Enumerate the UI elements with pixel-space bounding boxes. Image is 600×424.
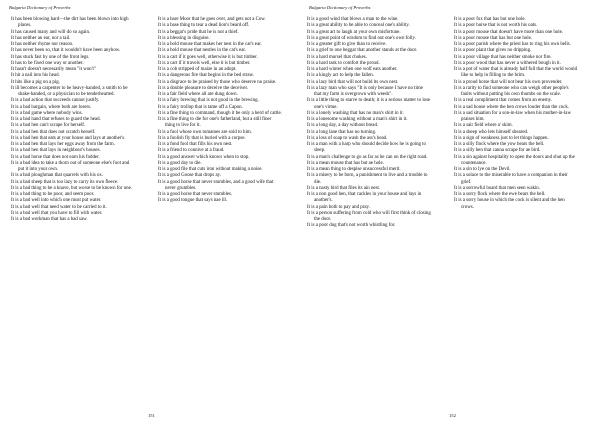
proverb-entry: It is a sin to lye on the Devil. xyxy=(454,167,511,172)
proverb-entry: It is a bad well that need water to be carried to it. xyxy=(11,204,107,210)
proverb-entry: It is a double pleasure to deceive the deceiver. xyxy=(158,85,249,91)
proverb-entry: It has stuck fast by one of the front legs. xyxy=(11,54,90,60)
proverb-entry: It is a sheep who lets himself sheared. xyxy=(454,129,529,135)
proverb-entry: It is a great point of wisdom to find out one's own folly. xyxy=(307,35,416,41)
proverb-entry: It hasn't doesn't necessarily mean "it won't" xyxy=(11,67,96,72)
proverb-entry: It is a good tongue that says nae ill. xyxy=(158,198,228,204)
proverb-entry: It is a lazy man who says "It is only because I have no time that my farm is overgrown with weeds". xyxy=(307,85,423,97)
proverb-entry: It is a great ability to be able to conceal one's ability. xyxy=(307,23,410,29)
proverb-entry: It is a bad bargain, where both are losers. xyxy=(11,104,92,110)
proverb-entry: It is a fool whose own tomatoes are sold to him. xyxy=(158,129,252,135)
proverb-entry: It has neither rhyme nor reason. xyxy=(11,42,74,47)
proverb-entry: It is a good Goose that drops ay. xyxy=(158,173,221,179)
proverb-entry: It is a bad well that you have to fill with water. xyxy=(11,210,103,216)
proverb-entry: It is a silly flock where the yow bears the bell. xyxy=(454,142,545,147)
proverb-entry: It is a bad hen that does not scratch herself. xyxy=(11,129,96,135)
proverb-entry: It is a lonely washing that has no man's shirt in it. xyxy=(307,110,404,116)
proverb-entry: It is a dangerous fire that begins in the bed straw. xyxy=(158,73,254,79)
proverb-entry: It is a poor plant that gives no dripping. xyxy=(454,48,532,54)
proverb-entry: It is a poor mouse that doesn't have more than one hole. xyxy=(454,29,563,35)
proverb-entry: It is a sad house where the hen crows louder than the cock. xyxy=(454,104,570,110)
proverb-entry: It is a little thing to starve to death; it is a serious matter to lose one's virtue. xyxy=(307,98,431,110)
proverb-entry: It is a beggar's pride that he is not a thief. xyxy=(158,29,239,35)
running-header: Bulgaria Dictionary of Proverbs xyxy=(309,5,371,10)
proverb-entry: It is a lonesome washing without a man's shirt in it. xyxy=(307,117,408,122)
proverb-entry: It is a non good hen, that cackles in your house and lays in another's. xyxy=(307,192,422,204)
proverb-entry: It is a silly hen that canna scrape for ae bird. xyxy=(454,148,541,154)
proverb-entry: It is a disgrace to be praised by those who deserve no praise. xyxy=(158,79,277,85)
proverb-entry: It is a sign of weakness just to let things happen. xyxy=(454,135,549,141)
proverb-entry: It has never been so, that it wouldn't have been anyhow. xyxy=(11,48,121,54)
proverb-entry: It is a poor mouse that has but one hole. xyxy=(454,35,532,41)
proverb-entry: It ill becomes a carpenter to be heavy-handed, a smith to be shake-handed, or a physician to be tenderhearted. xyxy=(11,85,128,97)
proverb-entry: It is a poor fox that has but one hole. xyxy=(454,17,526,22)
proverb-entry: It is a poor village that has neither smoke nor fire. xyxy=(454,54,552,60)
proverb-entry: It is a bold mouse that makes her nest in the cat's ear. xyxy=(158,42,262,47)
proverb-entry: It is a fairy brewing that is not good in the brewing. xyxy=(158,98,259,104)
running-header: Bulgaria Dictionary of Proverbs xyxy=(9,5,71,10)
proverb-entry: It is a bad workman that has a bad saw. xyxy=(11,217,88,222)
left-page-column-1 xyxy=(11,17,135,223)
proverb-entry: It is a bad hen that lays in neighbour's houses. xyxy=(11,148,101,154)
proverb-entry: It is a sorry house in which the cock is silent and the hen crows. xyxy=(454,198,565,210)
proverb-entry: It is a great art to laugh at your own misfortune. xyxy=(307,29,401,35)
proverb-entry: It is a good wind that blows a man to the wine. xyxy=(307,17,399,22)
proverb-entry: It is a bad horse that does not earn his fodder. xyxy=(11,154,100,160)
proverb-entry: It is a bad idea to take a thorn out of someone else's foot and put it into your own. xyxy=(11,160,130,172)
proverb-entry: It is a hard morsel that chokes. xyxy=(307,54,367,60)
proverb-entry: It has to be fixed one way or another. xyxy=(11,60,84,66)
proverb-entry: It has caused many and will do so again. xyxy=(11,29,91,35)
proverb-entry: It is a fair field where all are dung down. xyxy=(158,92,238,97)
proverb-entry: It is a fairy trollop that is tame off a Capon. xyxy=(158,104,243,110)
proverb-entry: It is a real compliment that comes from an enemy. xyxy=(454,98,553,104)
left-page-column-2 xyxy=(158,17,282,205)
proverb-entry: It is a sad situation for a son-in-law when his mother-in-law praises him. xyxy=(454,110,571,122)
proverb-entry: It is a base thing to tear a dead lion's beard off. xyxy=(158,23,250,29)
proverb-entry: It is a man's challenge to go as far as he can on the right road. xyxy=(307,154,428,160)
right-page xyxy=(300,0,600,424)
proverb-entry: It is a long lane that has no turning. xyxy=(307,129,377,135)
proverb-entry: It is a pain both to pay and pray. xyxy=(307,204,370,210)
proverb-entry: It is a fond fool that fills his own nest. xyxy=(158,142,233,147)
proverb-entry: It is a hard winter when one wolf eats another. xyxy=(307,67,398,72)
proverb-entry: It is a pot of water that is already half full that the world would like to help in filling to the brim. xyxy=(454,67,578,79)
proverb-entry: It is a hard task to comfort the proud. xyxy=(307,60,380,66)
proverb-entry: It is a rarity to find someone who can weigh other people's faults without putting his own thumbs on the scale. xyxy=(454,85,569,97)
proverb-entry: It is a bad sheep that is too lazy to carry its own fleece. xyxy=(11,179,119,185)
proverb-entry: It is a bad hand that refuses to guard the head. xyxy=(11,117,101,122)
proverb-entry: It is a poor parish where the priest has to ring his own bells. xyxy=(454,42,571,47)
proverb-entry: It is a foolish fly that is buried with a corpse. xyxy=(158,135,246,141)
page-number: 152 xyxy=(449,413,456,418)
proverb-entry: It is a loss of soap to wash the ass's head. xyxy=(307,135,388,141)
proverb-entry: It is a kingly act to help the fallen. xyxy=(307,73,374,79)
proverb-entry: It is a greater gift to give than to receive. xyxy=(307,42,387,47)
proverb-entry: It is a poor wood that has never a withered bough in it. xyxy=(454,60,561,66)
proverb-entry: It is a good answer which knows when to stop. xyxy=(158,154,250,160)
proverb-entry: It is a friend to connive at a fraud. xyxy=(158,148,225,154)
proverb-entry: It is a good horse that never stumbles, and a good wife that never grumbles. xyxy=(158,179,274,191)
proverb-entry: It is a bad well into which one must put water. xyxy=(11,198,102,204)
proverb-entry: It is a bad hen that eats at your house and lays at another's. xyxy=(11,135,126,141)
right-page-column-2 xyxy=(454,17,578,211)
proverb-entry: It hit a nail into his head. xyxy=(11,73,60,79)
proverb-entry: It is a mean mouse that has but ae hole. xyxy=(307,160,384,166)
proverb-entry: It is a good file that cuts iron without making a noise. xyxy=(158,167,263,172)
proverb-entry: It is a good day to die. xyxy=(158,160,202,166)
proverb-entry: It is a sorrowful board that men seen wakin. xyxy=(454,185,540,191)
proverb-entry: It is a sorry flock where the ewe bears the bell. xyxy=(454,192,546,197)
right-page-column-1 xyxy=(307,17,431,230)
proverb-entry: It is a mean thing to despise unsuccessful merit. xyxy=(307,167,401,172)
proverb-entry: It is a fine thing to die for one's fatherland, but a still finer thing to live for it. xyxy=(158,117,272,129)
proverb-entry: It is a bold mouse that nestles in the cat's ear. xyxy=(158,48,246,54)
proverb-entry: It is a bare Moor that he goes over, and gets not a Cow. xyxy=(158,17,266,22)
proverb-entry: It is a bad action that succeeds cannot justify. xyxy=(11,98,100,104)
proverb-entry: It is a good horse that never stumbles. xyxy=(158,192,233,197)
proverb-entry: It is a bad thing to be poor, and seem poor. xyxy=(11,192,95,197)
page-number: 151 xyxy=(148,413,155,418)
proverb-entry: It is a person suffering from cold who will first think of closing the door. xyxy=(307,210,431,222)
proverb-entry: It is a bad thing to be a knave, but worse to be known for one. xyxy=(11,185,133,191)
proverb-entry: It is a bad hen that lays her eggs away from the farm. xyxy=(11,142,115,147)
proverb-entry: It is a bad ploughman that quarrels with his ox. xyxy=(11,173,104,179)
proverb-entry: It is a poor dog that's not worth whistling for. xyxy=(307,223,396,229)
proverb-entry: It has neither an ear, nor a tail. xyxy=(11,35,71,41)
proverb-entry: It is a lazy bird that will not build its own nest. xyxy=(307,79,399,85)
proverb-entry: It is a misery to be born, a punishment to live and a trouble to die. xyxy=(307,173,428,185)
proverb-entry: It is a long day, a day without bread. xyxy=(307,123,379,129)
proverb-entry: It is a man with a harp who should decide how he is going to sleep. xyxy=(307,142,426,154)
proverb-entry: It is a nasty bird that files its ain nest. xyxy=(307,185,381,191)
proverb-entry: It is a fine thing to command, though it be only a herd of cattle. xyxy=(158,110,282,116)
proverb-entry: It is a sin against hospitality to open the doors and shut up the countenance. xyxy=(454,154,575,166)
proverb-entry: It is a cart if it goes well, otherwise it is but timber. xyxy=(158,54,258,60)
proverb-entry: It is a blessing in disguise. xyxy=(158,35,210,41)
proverb-entry: It is a grief to one beggar that another stands at the door. xyxy=(307,48,418,54)
proverb-entry: It is a cob stripped of maize in an adopt. xyxy=(158,67,237,72)
proverb-entry: It has been blowing hard—the dirt has been blown into high places. xyxy=(11,17,129,29)
proverb-entry: It is a solace to the miserable to have a companion in their grief. xyxy=(454,173,568,185)
proverb-entry: It is a bad hen can't scrape for herself. xyxy=(11,123,86,129)
proverb-entry: It is a cart if it travels well, else it is but timber. xyxy=(158,60,251,66)
proverb-entry: It is a proud horse that will not bear his own provender. xyxy=(454,79,563,85)
proverb-entry: It is a bad game where nobody wins. xyxy=(11,110,83,116)
proverb-entry: It is a poor horse that is not worth his oats. xyxy=(454,23,538,29)
proverb-entry: It is a sair field where a' skim. xyxy=(454,123,513,129)
proverb-entry: It hits like a pig on a pig. xyxy=(11,79,60,85)
